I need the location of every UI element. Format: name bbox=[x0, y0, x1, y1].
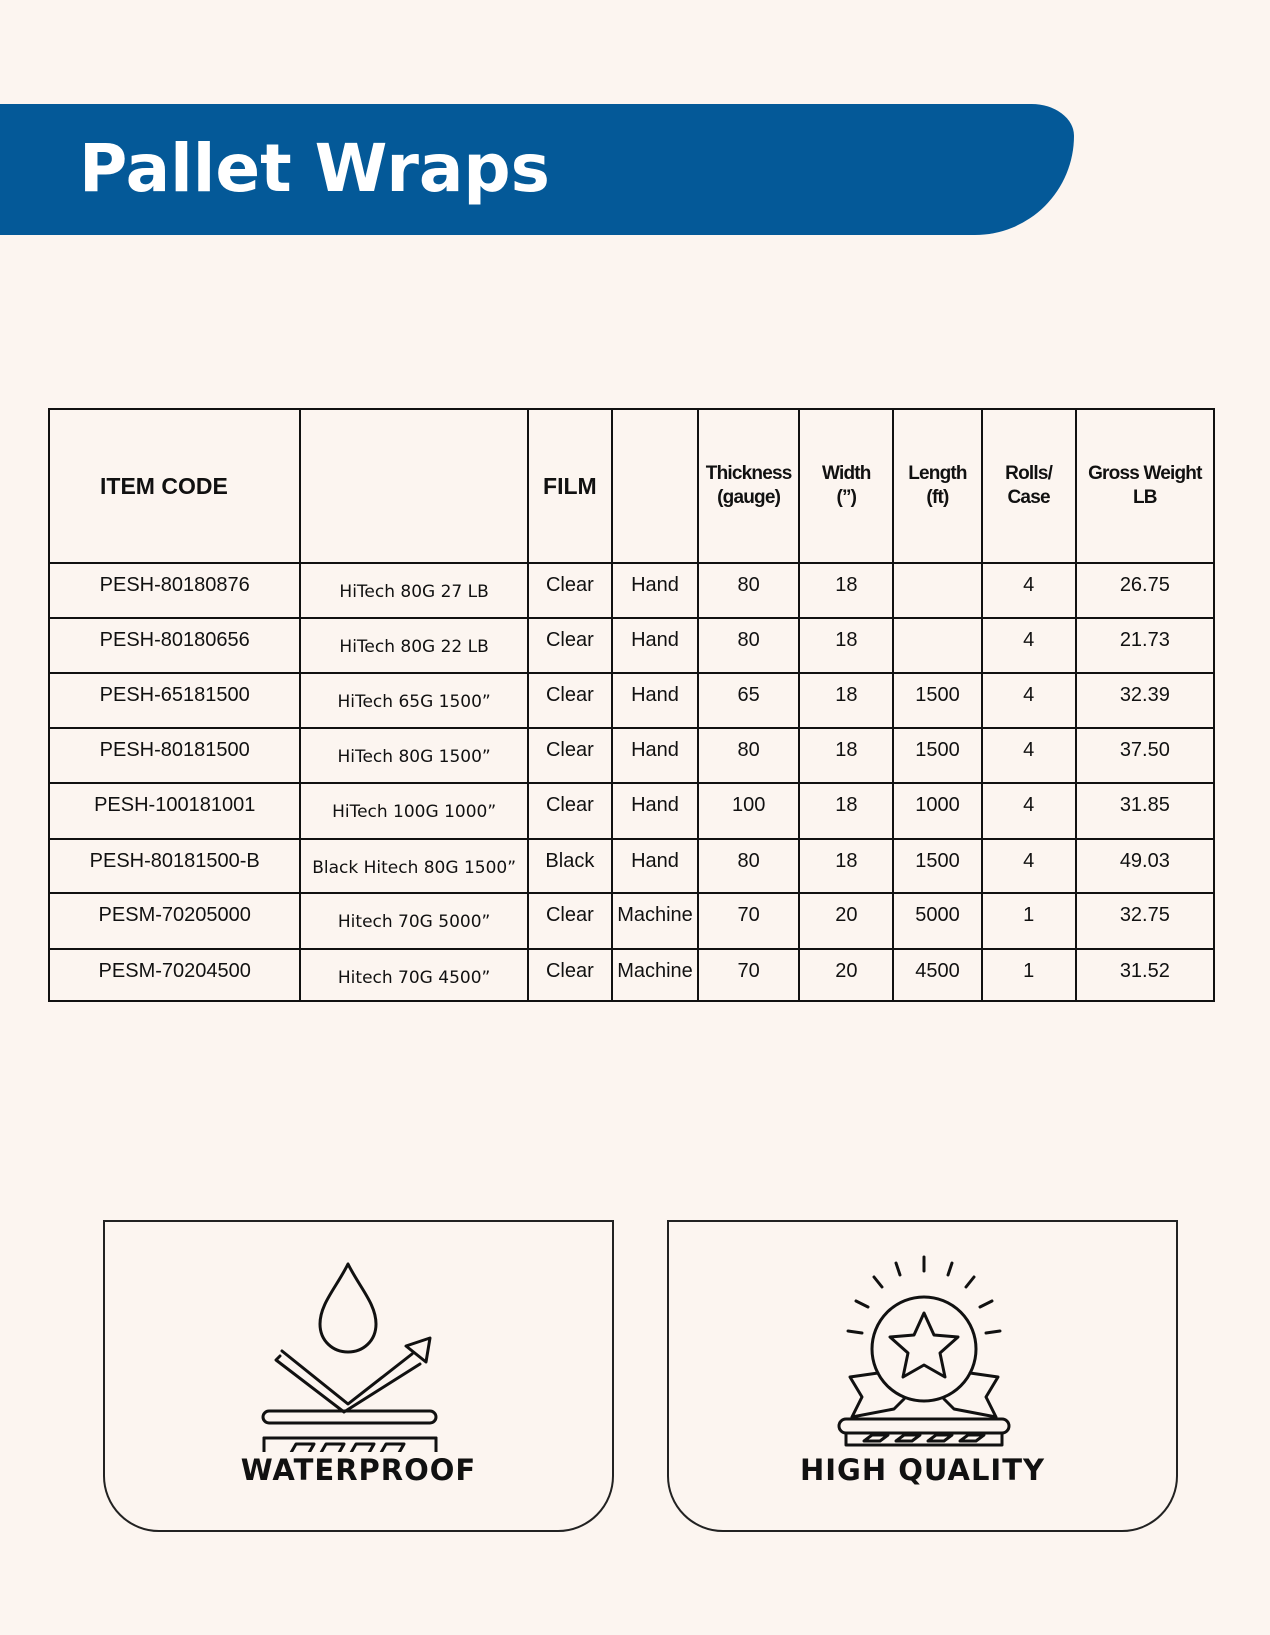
header-gross-weight: Gross Weight LB bbox=[1076, 409, 1214, 563]
cell-description: HiTech 65G 1500” bbox=[300, 673, 527, 728]
cell-film: Clear bbox=[528, 728, 612, 783]
cell-length: 1500 bbox=[893, 839, 981, 893]
cell-description: HiTech 100G 1000” bbox=[300, 783, 527, 839]
table-row bbox=[49, 783, 1214, 839]
cell-length: 1500 bbox=[893, 728, 981, 783]
product-spec-table bbox=[48, 408, 1215, 1002]
cell-thickness: 70 bbox=[698, 949, 799, 1001]
cell-type: Hand bbox=[612, 673, 698, 728]
cell-film: Clear bbox=[528, 563, 612, 618]
feature-label-waterproof: WATERPROOF bbox=[240, 1453, 477, 1487]
cell-film: Clear bbox=[528, 783, 612, 839]
cell-length: 4500 bbox=[893, 949, 981, 1001]
cell-rolls-case: 4 bbox=[982, 728, 1076, 783]
cell-gross-weight: 21.73 bbox=[1076, 618, 1214, 673]
cell-item-code: PESM-70204500 bbox=[49, 949, 300, 1001]
cell-item-code: PESH-80181500-B bbox=[49, 839, 300, 893]
feature-card-high-quality bbox=[667, 1220, 1178, 1532]
cell-type: Hand bbox=[612, 839, 698, 893]
cell-film: Clear bbox=[528, 893, 612, 949]
header-description bbox=[300, 409, 527, 563]
cell-rolls-case: 4 bbox=[982, 839, 1076, 893]
table-row bbox=[49, 949, 1214, 1001]
cell-thickness: 70 bbox=[698, 893, 799, 949]
cell-rolls-case: 1 bbox=[982, 949, 1076, 1001]
cell-type: Machine bbox=[612, 949, 698, 1001]
cell-thickness: 80 bbox=[698, 839, 799, 893]
header-length: Length (ft) bbox=[893, 409, 981, 563]
cell-item-code: PESM-70205000 bbox=[49, 893, 300, 949]
cell-item-code: PESH-65181500 bbox=[49, 673, 300, 728]
feature-card-waterproof bbox=[103, 1220, 614, 1532]
cell-thickness: 100 bbox=[698, 783, 799, 839]
table-body bbox=[49, 563, 1214, 1001]
cell-type: Hand bbox=[612, 728, 698, 783]
cell-length: 1500 bbox=[893, 673, 981, 728]
cell-description: HiTech 80G 27 LB bbox=[300, 563, 527, 618]
header-type bbox=[612, 409, 698, 563]
header-film: FILM bbox=[528, 409, 612, 563]
table-header-row bbox=[49, 409, 1214, 563]
cell-length: 1000 bbox=[893, 783, 981, 839]
cell-description: Black Hitech 80G 1500” bbox=[300, 839, 527, 893]
cell-description: HiTech 80G 22 LB bbox=[300, 618, 527, 673]
cell-length bbox=[893, 563, 981, 618]
cell-item-code: PESH-80180876 bbox=[49, 563, 300, 618]
cell-width: 20 bbox=[799, 893, 893, 949]
table-row bbox=[49, 563, 1214, 618]
cell-width: 18 bbox=[799, 783, 893, 839]
star-medal-icon bbox=[824, 1249, 1024, 1449]
table-row bbox=[49, 728, 1214, 783]
cell-gross-weight: 31.85 bbox=[1076, 783, 1214, 839]
water-drop-shield-icon bbox=[260, 1252, 460, 1452]
cell-width: 18 bbox=[799, 618, 893, 673]
cell-description: Hitech 70G 4500” bbox=[300, 949, 527, 1001]
cell-type: Hand bbox=[612, 783, 698, 839]
cell-rolls-case: 4 bbox=[982, 783, 1076, 839]
cell-rolls-case: 4 bbox=[982, 618, 1076, 673]
table-row bbox=[49, 839, 1214, 893]
cell-thickness: 65 bbox=[698, 673, 799, 728]
cell-rolls-case: 4 bbox=[982, 563, 1076, 618]
cell-type: Hand bbox=[612, 563, 698, 618]
cell-item-code: PESH-100181001 bbox=[49, 783, 300, 839]
cell-item-code: PESH-80180656 bbox=[49, 618, 300, 673]
cell-width: 20 bbox=[799, 949, 893, 1001]
cell-length bbox=[893, 618, 981, 673]
cell-film: Clear bbox=[528, 618, 612, 673]
cell-gross-weight: 37.50 bbox=[1076, 728, 1214, 783]
cell-film: Clear bbox=[528, 949, 612, 1001]
cell-gross-weight: 26.75 bbox=[1076, 563, 1214, 618]
cell-length: 5000 bbox=[893, 893, 981, 949]
cell-thickness: 80 bbox=[698, 618, 799, 673]
cell-description: HiTech 80G 1500” bbox=[300, 728, 527, 783]
cell-rolls-case: 1 bbox=[982, 893, 1076, 949]
feature-label-high-quality: HIGH QUALITY bbox=[799, 1453, 1046, 1487]
cell-type: Hand bbox=[612, 618, 698, 673]
cell-gross-weight: 32.75 bbox=[1076, 893, 1214, 949]
cell-gross-weight: 49.03 bbox=[1076, 839, 1214, 893]
table-row bbox=[49, 673, 1214, 728]
cell-thickness: 80 bbox=[698, 728, 799, 783]
cell-width: 18 bbox=[799, 673, 893, 728]
table-row bbox=[49, 893, 1214, 949]
cell-film: Clear bbox=[528, 673, 612, 728]
cell-thickness: 80 bbox=[698, 563, 799, 618]
cell-gross-weight: 31.52 bbox=[1076, 949, 1214, 1001]
cell-description: Hitech 70G 5000” bbox=[300, 893, 527, 949]
header-width: Width (”) bbox=[799, 409, 893, 563]
cell-width: 18 bbox=[799, 728, 893, 783]
table-row bbox=[49, 618, 1214, 673]
cell-type: Machine bbox=[612, 893, 698, 949]
cell-item-code: PESH-80181500 bbox=[49, 728, 300, 783]
cell-width: 18 bbox=[799, 839, 893, 893]
cell-film: Black bbox=[528, 839, 612, 893]
cell-gross-weight: 32.39 bbox=[1076, 673, 1214, 728]
header-rolls-case: Rolls/ Case bbox=[982, 409, 1076, 563]
header-item-code: ITEM CODE bbox=[49, 409, 300, 563]
cell-width: 18 bbox=[799, 563, 893, 618]
cell-rolls-case: 4 bbox=[982, 673, 1076, 728]
page-title: Pallet Wraps bbox=[79, 130, 550, 207]
header-thickness: Thickness (gauge) bbox=[698, 409, 799, 563]
